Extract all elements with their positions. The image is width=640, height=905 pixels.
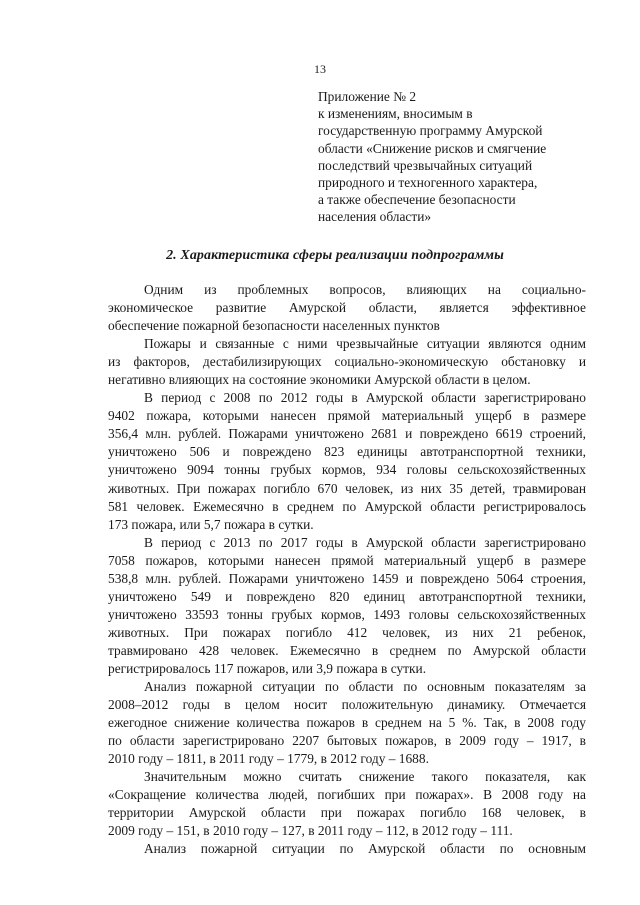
body-line: животных. При пожарах погибло 412 человек, из них 21 ребенок, <box>108 624 586 640</box>
body-line: экономическое развитие Амурской области, является эффективное <box>108 300 586 316</box>
page-number: 13 <box>314 62 326 76</box>
body-line: Пожары и связанные с ними чрезвычайные ситуации являются одним <box>144 336 586 352</box>
body-line: 2008–2012 годы в целом носит положительную динамику. Отмечается <box>108 697 586 713</box>
appendix-line: Приложение № 2 <box>318 89 417 104</box>
body-line: обеспечение пожарной безопасности населенных пунктов <box>108 318 440 334</box>
appendix-line: к изменениям, вносимым в <box>318 106 473 122</box>
body-line: негативно влияющих на состояние экономики Амурской области в целом. <box>108 372 531 388</box>
body-line: 9402 пожара, которыми нанесен прямой материальный ущерб в размере <box>108 408 586 424</box>
body-line: 581 человек. Ежемесячно в среднем по Амурской области регистрировалось <box>108 498 586 514</box>
body-line: 538,8 млн. рублей. Пожарами уничтожено 1459 и повреждено 5064 строения, <box>108 570 586 586</box>
body-line: Анализ пожарной ситуации по области по основным показателям за <box>144 679 586 695</box>
appendix-line: области «Снижение рисков и смягчение <box>318 140 547 156</box>
appendix-line: а также обеспечение безопасности <box>318 192 516 208</box>
appendix-block <box>318 88 598 226</box>
section-heading: 2. Характеристика сферы реализации подпрограммы <box>166 248 504 263</box>
body-line: В период с 2013 по 2017 годы в Амурской области зарегистрировано <box>144 534 586 550</box>
body-line: уничтожено 33593 тонны грубых кормов, 1493 головы сельскохозяйственных <box>108 606 586 622</box>
body-line: животных. При пожарах погибло 670 человек, из них 35 детей, травмирован <box>108 480 586 496</box>
body-line: уничтожено 506 и повреждено 823 единицы автотранспортной техники, <box>108 444 586 460</box>
body-line: 7058 пожаров, которыми нанесен прямой материальный ущерб в размере <box>108 552 586 568</box>
body-line: 2010 году – 1811, в 2011 году – 1779, в 2012 году – 1688. <box>108 751 429 767</box>
body-line: Анализ пожарной ситуации по Амурской области по основным <box>144 841 586 857</box>
body-line: «Сокращение количества людей, погибших при пожарах». В 2008 году на <box>108 787 586 803</box>
body-line: Значительным можно считать снижение такого показателя, как <box>144 769 586 785</box>
body-line: регистрировалось 117 пожаров, или 3,9 пожара в сутки. <box>108 660 427 676</box>
body-line: В период с 2008 по 2012 годы в Амурской области зарегистрировано <box>144 390 586 406</box>
body-line: 2009 году – 151, в 2010 году – 127, в 2011 году – 112, в 2012 году – 111. <box>108 823 513 839</box>
body-line: 356,4 млн. рублей. Пожарами уничтожено 2681 и повреждено 6619 строений, <box>108 426 586 442</box>
body-line: 173 пожара, или 5,7 пожара в сутки. <box>108 516 314 532</box>
body-line: уничтожено 549 и повреждено 820 единиц автотранспортной техники, <box>108 588 586 604</box>
body-line: травмировано 428 человек. Ежемесячно в среднем по Амурской области <box>108 642 586 658</box>
appendix-line: природного и техногенного характера, <box>318 175 538 191</box>
body-text <box>108 281 586 859</box>
appendix-line: населения области» <box>318 209 432 225</box>
appendix-line: последствий чрезвычайных ситуаций <box>318 157 533 173</box>
body-line: из факторов, дестабилизирующих социально-экономическую обстановку и <box>108 354 586 370</box>
appendix-line: государственную программу Амурской <box>318 123 543 139</box>
body-line: ежегодное снижение количества пожаров в среднем на 5 %. Так, в 2008 году <box>108 715 586 731</box>
body-line: территории Амурской области при пожарах погибло 168 человек, в <box>108 805 586 821</box>
body-line: по области зарегистрировано 2207 бытовых пожаров, в 2009 году – 1917, в <box>108 733 586 749</box>
body-line: Одним из проблемных вопросов, влияющих на социально- <box>144 282 586 297</box>
body-line: уничтожено 9094 тонны грубых кормов, 934 головы сельскохозяйственных <box>108 462 586 478</box>
